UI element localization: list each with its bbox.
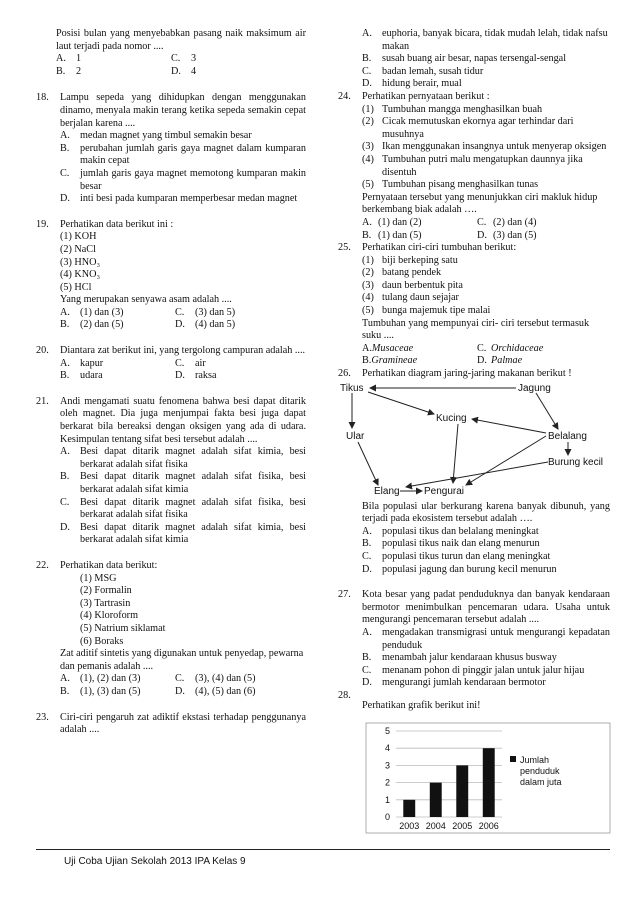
node-elang: Elang <box>374 485 400 497</box>
q24-item: (5) Tumbuhan pisang menghasilkan tunas <box>362 179 539 191</box>
q26-option-d[interactable]: D. populasi jagung dan burung kecil menurun <box>362 563 557 575</box>
q25-option-d[interactable]: D. Palmae <box>477 355 523 367</box>
q19-item: (1) KOH <box>60 231 97 243</box>
q20-option-a[interactable]: A. kapur <box>60 357 104 369</box>
q25-item: (4) tulang daun sejajar <box>362 292 459 304</box>
q19-item: (5) HCl <box>60 281 92 293</box>
node-jagung: Jagung <box>518 382 551 394</box>
question-18 <box>36 92 306 205</box>
q18-option-d[interactable]: D. inti besi pada kumparan memperbesar medan magnet <box>60 193 298 205</box>
q17-option-b[interactable]: B. 2 <box>56 65 82 77</box>
y-tick-label: 0 <box>384 811 390 822</box>
q24-option-d[interactable]: D. (3) dan (5) <box>477 229 537 241</box>
node-tikus: Tikus <box>340 382 364 394</box>
node-burung-kecil: Burung kecil <box>548 456 604 468</box>
q26-prompt: Bila populasi ular berkurang karena banyak dibunuh, yang terjadi pada ekosistem tersebut adalah …. <box>362 500 610 525</box>
q19-item: (2) NaCl <box>60 243 96 255</box>
q19-prompt: Yang merupakan senyawa asam adalah .... <box>60 294 232 306</box>
question-17-text: Posisi bulan yang menyebabkan pasang naik maksimum air laut terjadi pada nomor .... <box>56 28 306 52</box>
population-bar-chart <box>362 723 612 833</box>
question-number: 25. <box>338 242 351 254</box>
q25-item: (5) bunga majemuk tipe malai <box>362 305 491 317</box>
question-21 <box>36 396 306 547</box>
question-number: 22. <box>36 559 49 571</box>
right-column <box>338 28 610 833</box>
q23-option-b[interactable]: B. susah buang air besar, napas tersengal-sengal <box>362 53 567 65</box>
question-text: Diantara zat berikut ini, yang tergolong campuran adalah .... <box>60 345 306 357</box>
bar-2006 <box>483 748 495 817</box>
q26-option-b[interactable]: B. populasi tikus naik dan elang menurun <box>362 538 540 550</box>
q22-item: (1) MSG <box>80 572 117 584</box>
q24-option-b[interactable]: B. (1) dan (5) <box>362 229 422 241</box>
footer-text: Uji Coba Ujian Sekolah 2013 IPA Kelas 9 <box>64 856 246 867</box>
question-23 <box>36 712 306 737</box>
q25-prompt: Tumbuhan yang mempunyai ciri- ciri tersebut termasuk suku .... <box>362 317 590 342</box>
node-kucing: Kucing <box>436 412 467 424</box>
q24-item: (2) Cicak memutuskan ekornya agar terhindar dari musuhnya <box>362 116 574 140</box>
q19-option-c[interactable]: C. (3) dan 5) <box>175 306 236 318</box>
q20-option-b[interactable]: B. udara <box>60 370 103 382</box>
q27-option-a[interactable]: A. mengadakan transmigrasi untuk mengurangi kepadatan penduduk <box>362 626 610 651</box>
question-number: 18. <box>36 92 49 104</box>
question-number: 23. <box>36 711 49 723</box>
q27-option-b[interactable]: B. menambah jalur kendaraan khusus busway <box>362 652 557 664</box>
q20-option-c[interactable]: C. air <box>175 357 206 369</box>
question-24 <box>338 91 610 242</box>
y-tick-label: 3 <box>384 760 390 771</box>
q23-option-c[interactable]: C. badan lemah, susah tidur <box>362 65 484 77</box>
node-belalang: Belalang <box>548 430 587 442</box>
q18-option-a[interactable]: A. medan magnet yang timbul semakin besar <box>60 130 252 142</box>
question-text: Kota besar yang padat penduduknya dan banyak kendaraan bermotor menimbulkan pencemaran udara. Usaha untuk mengurangi pencemaran tersebut adalah .... <box>362 589 610 626</box>
q20-option-d[interactable]: D. raksa <box>175 370 217 382</box>
question-number: 27. <box>338 589 351 601</box>
question-19 <box>36 219 306 332</box>
q22-option-a[interactable]: A. (1), (2) dan (3) <box>60 673 141 685</box>
q24-item: (3) Ikan menggunakan insangnya untuk menyerap oksigen <box>362 141 607 153</box>
q22-option-b[interactable]: B. (1), (3) dan (5) <box>60 685 141 697</box>
q24-item: (4) Tumbuhan putri malu mengatupkan daunnya jika disentuh <box>362 153 583 178</box>
question-number: 20. <box>36 345 49 357</box>
y-tick-label: 1 <box>384 794 390 805</box>
question-number: 28. <box>338 689 351 701</box>
legend-swatch <box>510 756 516 762</box>
q22-item: (2) Formalin <box>80 585 132 597</box>
q24-prompt: Pernyataan tersebut yang menunjukkan ciri makluk hidup berkembang biak adalah …. <box>362 191 598 216</box>
q22-item: (4) Kloroform <box>80 610 138 622</box>
q17-option-a[interactable]: A. 1 <box>56 53 82 65</box>
node-pengurai: Pengurai <box>424 485 465 497</box>
q21-option-a[interactable]: A. Besi dapat ditarik magnet adalah sifat kimia, besi berkarat adalah sifat fisika <box>60 446 306 470</box>
q22-option-d[interactable]: D. (4), (5) dan (6) <box>175 685 256 697</box>
q19-option-d[interactable]: D. (4) dan 5) <box>175 319 236 331</box>
y-tick-label: 5 <box>384 725 390 736</box>
bar-2005 <box>456 765 468 817</box>
question-number: 24. <box>338 90 351 102</box>
q26-option-c[interactable]: C. populasi tikus turun dan elang meningkat <box>362 551 551 562</box>
question-20 <box>36 345 306 383</box>
node-ular: Ular <box>346 430 365 442</box>
q23-option-d[interactable]: D. hidung berair, mual <box>362 78 462 90</box>
question-text: Andi mengamati suatu fenomena bahwa besi dapat ditarik oleh magnet. Dia juga menjumpai fakta besi juga dapat berkarat bila bereaksi dengan oksigen yang ada di udara. Kesimpulan tentang sifat besi tersebut adalah .... <box>60 395 306 445</box>
q18-option-b[interactable]: B. perubahan jumlah garis gaya magnet dalam kumparan makin cepat <box>60 142 306 167</box>
q22-option-c[interactable]: C. (3), (4) dan (5) <box>175 673 256 685</box>
q25-item: (3) daun berbentuk pita <box>362 279 463 291</box>
left-column <box>36 28 306 750</box>
q27-option-d[interactable]: D. mengurangi jumlah kendaraan bermotor <box>362 677 546 689</box>
legend-line-3: dalam juta <box>520 776 562 787</box>
question-text: Perhatikan grafik berikut ini! <box>362 700 481 712</box>
q25-item: (2) batang pendek <box>362 267 442 279</box>
legend-line-2: penduduk <box>520 765 560 776</box>
q22-item: (5) Natrium siklamat <box>80 622 166 634</box>
question-text: Perhatikan diagram jaring-jaring makanan berikut ! <box>362 368 572 380</box>
q19-item: (4) KNO₃ <box>60 269 101 281</box>
question-28 <box>338 690 610 833</box>
question-27 <box>338 589 610 690</box>
q22-item: (6) Boraks <box>80 635 124 647</box>
q22-prompt: Zat aditif sintetis yang digunakan untuk penyedap, pewarna dan pemanis adalah .... <box>60 648 304 672</box>
y-tick-label: 4 <box>384 743 390 754</box>
q17-option-c[interactable]: C. 3 <box>171 53 197 65</box>
question-text: Ciri-ciri pengaruh zat adiktif ekstasi terhadap penggunanya adalah .... <box>60 711 306 736</box>
question-text: Perhatikan ciri-ciri tumbuhan berikut: <box>362 242 517 254</box>
question-text: Lampu sepeda yang dihidupkan dengan menggunakan dinamo, menyala makin terang ketika sepeda semakin cepat berjalan karena .... <box>60 92 306 129</box>
question-text: Perhatikan data berikut ini : <box>60 218 174 230</box>
bar-2004 <box>430 783 442 817</box>
q21-option-c[interactable]: C. Besi dapat ditarik magnet adalah sifat fisika, besi berkarat adalah sifat fisika <box>60 496 306 521</box>
question-25 <box>338 242 610 368</box>
food-web-diagram <box>338 381 604 501</box>
x-tick-label: 2005 <box>452 820 473 831</box>
q25-option-a[interactable]: A.Musaceae <box>362 342 414 354</box>
q25-option-b[interactable]: B.Gramineae <box>362 355 418 367</box>
question-text: Perhatikan data berikut: <box>60 559 158 571</box>
q19-option-a[interactable]: A. (1) dan (3) <box>60 306 124 318</box>
q17-option-d[interactable]: D. 4 <box>171 65 197 77</box>
q24-option-a[interactable]: A. (1) dan (2) <box>362 216 422 228</box>
food-web-arrows <box>352 388 568 491</box>
bar-2003 <box>403 800 415 817</box>
q19-option-b[interactable]: B. (2) dan (5) <box>60 319 124 331</box>
question-text: Perhatikan pernyataan berikut : <box>362 90 490 102</box>
question-22 <box>36 560 306 699</box>
question-26 <box>338 368 610 576</box>
x-tick-label: 2004 <box>425 820 446 831</box>
q23-option-a[interactable]: A. euphoria, banyak bicara, tidak mudah lelah, tidak nafsu makan <box>362 28 608 52</box>
footer-divider <box>36 849 610 850</box>
question-number: 26. <box>338 368 351 380</box>
y-tick-label: 2 <box>384 777 390 788</box>
q26-option-a[interactable]: A. populasi tikus dan belalang meningkat <box>362 525 539 537</box>
q25-option-c[interactable]: C. Orchidaceae <box>477 342 544 354</box>
x-tick-label: 2003 <box>399 820 420 831</box>
question-23-options <box>338 28 610 91</box>
q24-item: (1) Tumbuhan mangga menghasilkan buah <box>362 103 543 115</box>
question-number: 19. <box>36 218 49 230</box>
q22-item: (3) Tartrasin <box>80 597 131 609</box>
q21-option-b[interactable]: B. Besi dapat ditarik magnet adalah sifat fisika, besi berkarat adalah sifat kimia <box>60 471 306 495</box>
q18-option-c[interactable]: C. jumlah garis gaya magnet memotong kumparan makin besar <box>60 167 306 192</box>
q25-item: (1) biji berkeping satu <box>362 254 458 266</box>
q21-option-d[interactable]: D. Besi dapat ditarik magnet adalah sifat kimia, besi berkarat adalah sifat kimia <box>60 521 306 546</box>
x-tick-label: 2006 <box>478 820 499 831</box>
question-number: 21. <box>36 395 49 407</box>
q24-option-c[interactable]: C. (2) dan (4) <box>477 216 537 228</box>
q19-item: (3) HNO₃ <box>60 256 101 268</box>
question-17-tail <box>36 28 306 78</box>
q27-option-c[interactable]: C. menanam pohon di pinggir jalan untuk jalur hijau <box>362 664 585 676</box>
legend-line-1: Jumlah <box>520 754 550 765</box>
